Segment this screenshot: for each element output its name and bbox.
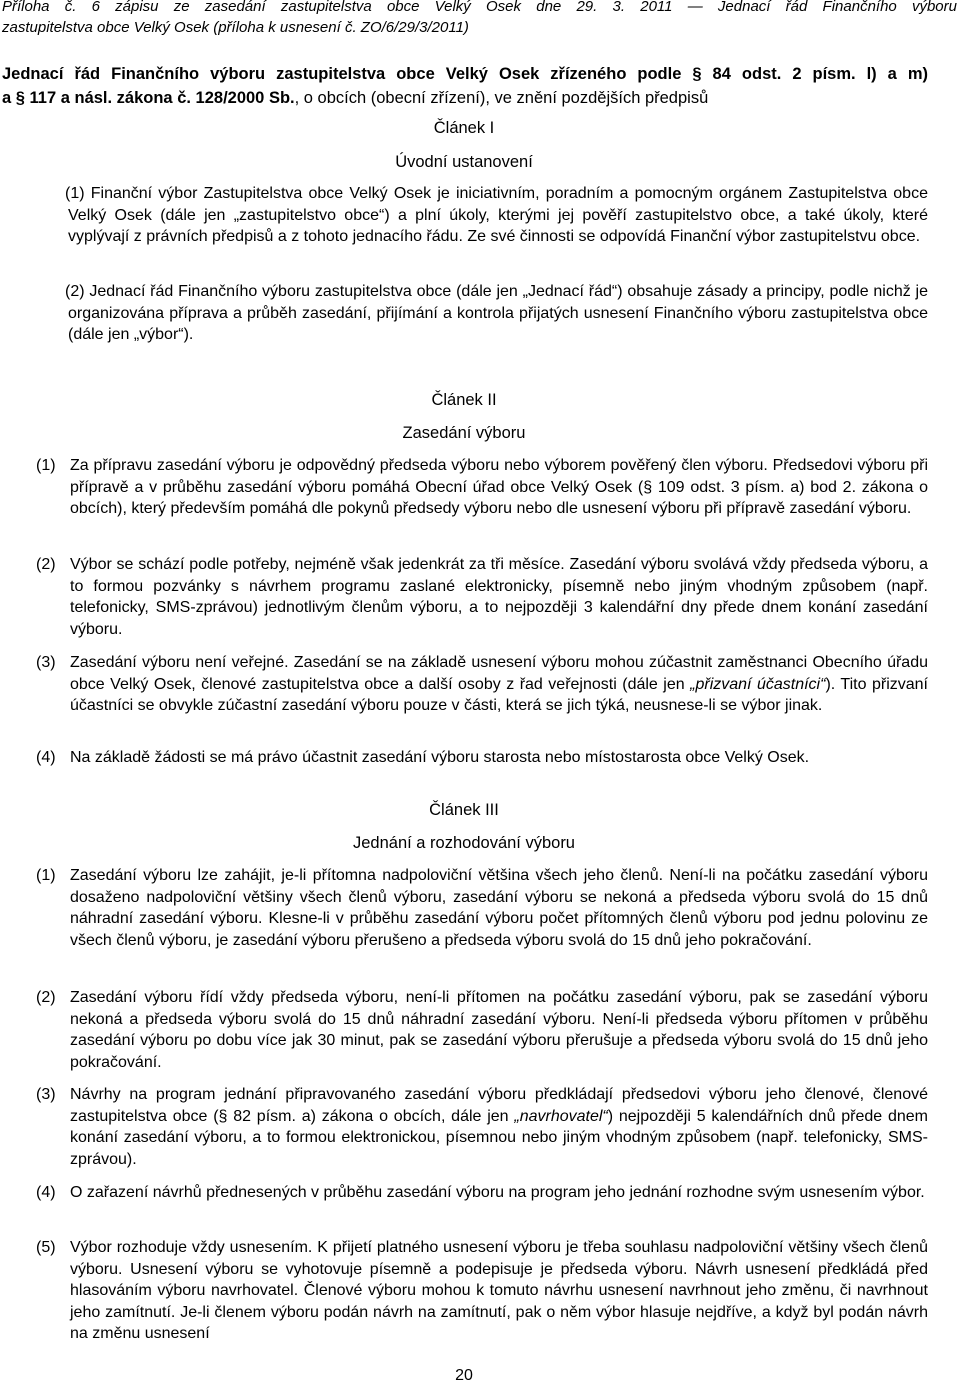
article-2-item-3 (36, 652, 928, 717)
item-text-part-a: Návrhy na program jednání připravovaného zasedání výboru předkládají předsedovi výboru jeho členové, členové zastupitelstva obce (§ 82 písm. a) zákona o obcích, dále jen (70, 1086, 928, 1125)
item-number: (1) (36, 867, 56, 884)
item-number: (1) (36, 457, 56, 474)
item-number: (5) (36, 1239, 56, 1256)
article-2-item-4 (36, 747, 928, 769)
item-text-emphasis: „navrhovatel“ (514, 1107, 608, 1125)
article-2-heading: Článek II (431, 391, 497, 409)
article-1-p1-lead: (1) Finanční výbor Zastupitelstva obce Velký Osek je iniciativním, poradním a pomocným orgánem (65, 185, 783, 202)
item-text-emphasis: „přizvaní účastníci“ (690, 675, 826, 693)
item-text-part-a: Zasedání výboru není veřejné. Zasedání se na základě usnesení výboru mohou zúčastnit zaměstnanci Obecního úřadu obce Velký Osek, členové zastupitelstva obce a další osoby z řad veřejnosti (dále jen (70, 654, 928, 693)
item-text: Výbor rozhoduje vždy usnesením. K přijetí platného usnesení výboru je třeba souhlasu nadpoloviční většiny všech členů výboru. Usnesení výboru se vyhotovuje písemně a podepisuje je předseda výboru. Návrh usnesení předkládá před hlasováním výboru navrhovatel. Členové výboru mohou k tomuto návrhu usnesení navrhnout jeho změnu, či navrhnout jeho zamítnutí. Je-li členem výboru podán návrh na zamítnutí, pak o něm výbor hlasuje nejdříve, a když byl podán návrh na změnu usnesení (70, 1239, 928, 1342)
item-text (70, 652, 928, 717)
document-title (2, 62, 928, 110)
header-line-1: Příloha č. 6 zápisu ze zasedání zastupitelstva obce Velký Osek dne 29. 3. 2011 — Jednací řád Finančního výboru (2, 0, 957, 15)
article-2-item-1 (36, 455, 928, 520)
item-text: Zasedání výboru lze zahájit, je-li přítomna nadpoloviční většina všech jeho členů. Není-li na počátku zasedání výboru dosaženo nadpoloviční většiny všech členů výboru, zasedání výboru se nekoná a předseda výboru svolá do 15 dnů náhradní zasedání výboru. Klesne-li v průběhu zasedání výboru počet přítomných členů výboru pod jednu polovinu ze všech členů výboru, je zasedání výboru přerušeno a předseda výboru svolá do 15 dnů jeho pokračování. (70, 867, 928, 949)
item-number: (4) (36, 749, 56, 766)
item-text: Zasedání výboru řídí vždy předseda výboru, není-li přítomen na počátku zasedání výboru, pak se zasedání výboru nekoná a předseda výboru svolá do 15 dnů náhradní zasedání výboru. Není-li předseda výboru přítomen v průběhu zasedání výboru po dobu více jak 30 minut, pak se zasedání výboru přerušuje a předseda výboru svolá do 15 dnů jeho pokračování. (70, 989, 928, 1071)
item-text-part-b: ) nejpozději 5 kalendářních dnů přede dnem konání zasedání výboru, a to formou elektronickou, písemnou nebo jiným vhodným způsobem (např. telefonicky, SMS-zprávou). (70, 1107, 929, 1168)
item-number: (2) (36, 556, 56, 573)
article-1-paragraph-1 (65, 183, 928, 248)
article-2-item-2 (36, 554, 928, 640)
item-number: (2) (36, 989, 56, 1006)
article-3-item-2 (36, 987, 928, 1073)
document-header (2, 0, 957, 38)
title-line-2-bold: a § 117 a násl. zákona č. 128/2000 Sb. (2, 89, 295, 107)
article-1-p2-lead: (2) Jednací řád Finančního výboru zastupitelstva obce (dále jen „Jednací řád“) obsahuje zásady a principy, (65, 283, 825, 300)
item-number: (3) (36, 654, 56, 671)
item-text (70, 1084, 928, 1170)
item-number: (4) (36, 1184, 56, 1201)
item-text-part-b: ). Tito přizvaní účastníci se obvykle zúčastní zasedání výboru pouze v části, která se jich týká, neusnese-li se výbor jinak. (70, 675, 928, 714)
article-2-subheading: Zasedání výboru (402, 424, 526, 442)
page-number: 20 (455, 1367, 473, 1384)
header-line-2: zastupitelstva obce Velký Osek (příloha k usnesení č. ZO/6/29/3/2011) (2, 19, 469, 36)
item-text: O zařazení návrhů přednesených v průběhu zasedání výboru na program jeho jednání rozhodne svým usnesením výbor. (70, 1184, 925, 1201)
article-3-item-5 (36, 1237, 928, 1345)
title-line-1: Jednací řád Finančního výboru zastupitelstva obce Velký Osek zřízeného podle § 84 odst. 2 písm. l) a m) (2, 65, 928, 83)
item-text: Za přípravu zasedání výboru je odpovědný předseda výboru nebo výborem pověřený člen výboru. Předsedovi výboru při přípravě a v průběhu zasedání výboru pomáhá Obecní úřad obce Velký Osek (§ 109 odst. 3 písm. a) bod 2. zákona o obcích), který především pomáhá dle pokynů předsedy výboru nebo dle usnesení výboru při přípravě zasedání výboru. (70, 457, 928, 517)
article-3-heading: Článek III (429, 801, 499, 819)
article-3-item-1 (36, 865, 928, 951)
item-text: Výbor se schází podle potřeby, nejméně však jedenkrát za tři měsíce. Zasedání výboru svolává vždy předseda výboru, a to formou pozvánky s návrhem programu zaslané elektronicky, písemně nebo jiným vhodným způsobem (např. telefonicky, SMS-zprávou) jednotlivým členům výboru, a to nejpozději 3 kalendářní dny přede dnem konání zasedání výboru. (70, 556, 928, 638)
article-1-p1-body: Zastupitelstva obce Velký Osek (dále jen „zastupitelstvo obce“) a plní úkoly, kterými jej pověří zastupitelstvo obce, a také úkoly, které vyplývají z právních předpisů a z tohoto jednacího řádu. Ze své činnosti se odpovídá Finanční výbor zastupitelstvu obce. (68, 185, 928, 245)
article-1-p2-body: podle nichž je organizována příprava a průběh zasedání, přijímání a kontrola přijatých usnesení Finančního výboru zastupitelstva obce (dále jen „výbor“). (68, 283, 929, 343)
article-3-subheading: Jednání a rozhodování výboru (353, 834, 575, 852)
article-1-paragraph-2 (65, 281, 929, 346)
item-number: (3) (36, 1086, 56, 1103)
article-3-item-4 (36, 1182, 928, 1204)
title-line-2 (2, 86, 928, 110)
article-1-subheading: Úvodní ustanovení (395, 153, 533, 171)
article-1-heading: Článek I (433, 119, 495, 137)
item-text: Na základě žádosti se má právo účastnit zasedání výboru starosta nebo místostarosta obce Velký Osek. (70, 749, 810, 766)
title-line-2-rest: , o obcích (obecní zřízení), ve znění pozdějších předpisů (294, 89, 709, 107)
article-3-item-3 (36, 1084, 928, 1170)
